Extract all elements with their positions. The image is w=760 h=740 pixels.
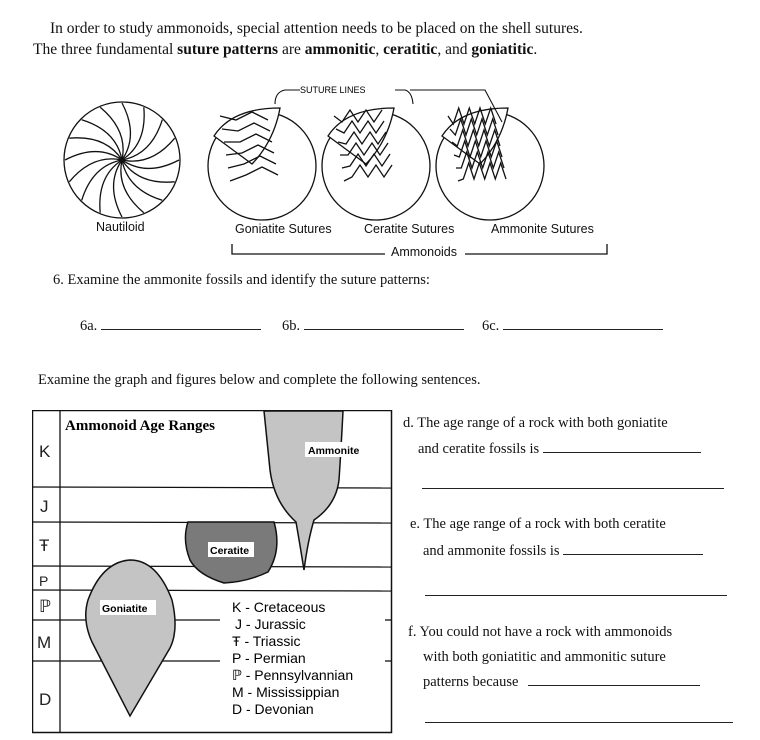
answer-f-blank-2[interactable] [425, 722, 733, 723]
text: The three fundamental [33, 41, 178, 58]
question-f-line2: with both goniatitic and ammonitic suture [423, 649, 666, 665]
goniatite-label: Goniatite [102, 603, 148, 615]
text: , and [437, 41, 472, 58]
period-K: K [39, 442, 51, 461]
question-f-line1: f. You could not have a rock with ammonoids [408, 624, 673, 640]
suture-lines-label: SUTURE LINES [300, 85, 366, 95]
answer-6c [482, 318, 663, 335]
ceratite-label: Ceratite [210, 545, 250, 557]
ammonite-label: Ammonite [308, 445, 360, 457]
period-M: M [37, 633, 52, 652]
ammonoids-label: Ammonoids [391, 245, 457, 259]
question-e-text: and ammonite fossils is [423, 543, 560, 559]
answer-d-blank[interactable] [543, 452, 701, 453]
label-6c: 6c. [482, 318, 500, 334]
legend-triassic: Ŧ - Triassic [232, 633, 301, 649]
answer-6b-blank[interactable] [304, 329, 464, 330]
term-suture-patterns: suture patterns [177, 41, 279, 58]
ceratite-suture-line [344, 165, 392, 181]
answer-e-blank-2[interactable] [425, 595, 727, 596]
period-D: D [39, 690, 52, 709]
text: . [533, 41, 538, 58]
answer-e-blank[interactable] [563, 554, 703, 555]
text: , [375, 41, 384, 58]
answer-d-blank-2[interactable] [422, 488, 724, 489]
period-Tr: Ŧ [39, 536, 50, 555]
legend-jurassic: J - Jurassic [235, 616, 306, 632]
legend-cretaceous: K - Cretaceous [232, 599, 326, 615]
question-d-line2 [418, 441, 701, 458]
intro-line-1: In order to study ammonoids, special attention needs to be placed on the shell sutures. [50, 20, 583, 37]
answer-6c-blank[interactable] [503, 329, 663, 330]
goniatite-suture-line [230, 167, 278, 181]
answer-6a [80, 318, 261, 335]
question-d-line1: d. The age range of a rock with both goniatite [403, 415, 668, 431]
nautiloid-label: Nautiloid [96, 220, 145, 234]
legend-mississippian: M - Mississippian [232, 684, 340, 700]
question-6-prompt: 6. Examine the ammonite fossils and identify the suture patterns: [53, 272, 430, 288]
period-J: J [40, 497, 49, 516]
period-Penn: ℙ [39, 597, 51, 616]
question-d-text: and ceratite fossils is [418, 441, 540, 457]
legend-permian: P - Permian [232, 650, 306, 666]
period-P: P [39, 573, 49, 589]
legend-pennsylvanian: ℙ - Pennsylvannian [232, 667, 354, 683]
goniatite-sutures-label: Goniatite Sutures [235, 222, 332, 236]
answer-f-blank[interactable] [528, 685, 700, 686]
question-f-line3 [423, 674, 700, 691]
ammonite-sutures-label: Ammonite Sutures [491, 222, 594, 236]
term-goniatitic: goniatitic [471, 41, 534, 58]
ceratite-sutures-label: Ceratite Sutures [364, 222, 455, 236]
graph-instructions: Examine the graph and figures below and complete the following sentences. [38, 372, 481, 388]
text: are [278, 41, 305, 58]
legend-devonian: D - Devonian [232, 701, 314, 717]
answer-6b [282, 318, 464, 335]
label-6b: 6b. [282, 318, 301, 334]
answer-6a-blank[interactable] [101, 329, 261, 330]
label-6a: 6a. [80, 318, 98, 334]
ammonoid-age-chart [32, 410, 394, 735]
question-f-text: patterns because [423, 674, 519, 690]
term-ceratitic: ceratitic [383, 41, 438, 58]
question-e-line2 [423, 543, 703, 560]
question-e-line1: e. The age range of a rock with both ceratite [410, 516, 666, 532]
chart-title: Ammonoid Age Ranges [65, 418, 216, 434]
term-ammonitic: ammonitic [304, 41, 376, 58]
